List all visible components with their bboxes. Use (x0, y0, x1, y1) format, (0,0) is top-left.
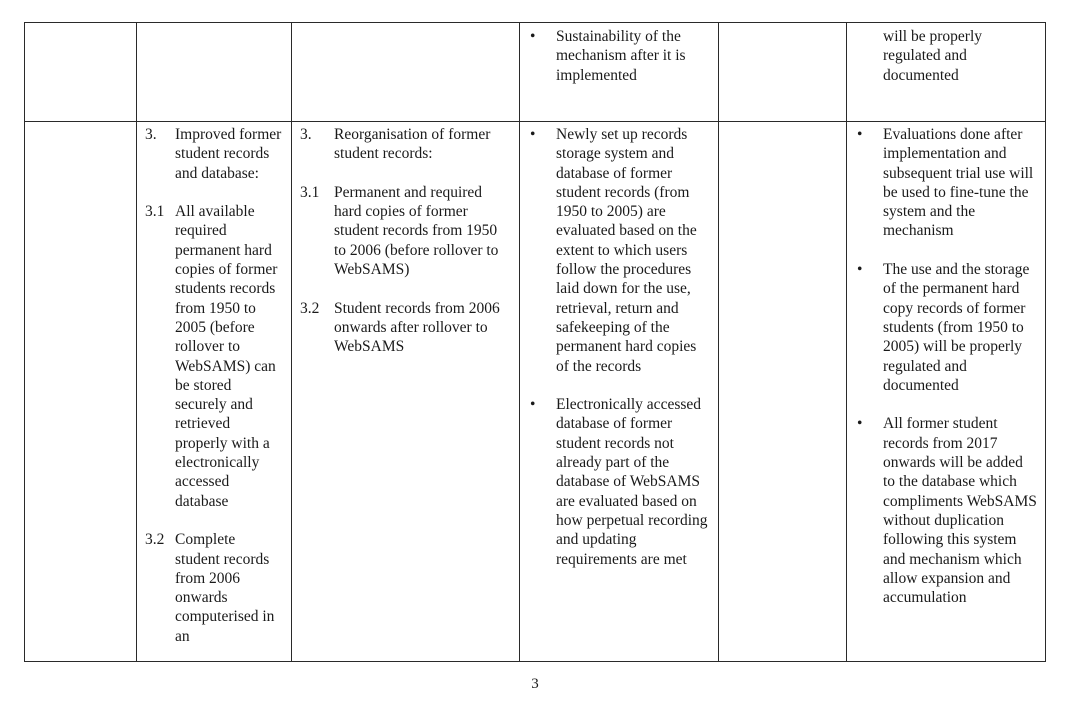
table-cell (292, 23, 520, 122)
list-item: • Newly set up records storage system and database of former student records (from 1950 to 2005) are evaluated based on the extent to which users follow the procedures laid down for the use, retrieval, return and safekeeping of the permanent hard copies of the records (530, 126, 697, 375)
objective-heading: 3. Improved former student records and database: (145, 126, 282, 182)
plan-table (24, 22, 1046, 662)
table-row (25, 23, 1046, 122)
table-cell-tasks (292, 122, 520, 662)
table-cell (719, 23, 847, 122)
table-cell-objectives (137, 122, 292, 662)
table-cell-evaluation (520, 23, 719, 122)
table-cell (25, 23, 137, 122)
table-cell-evaluation (520, 122, 719, 662)
bullet-list (528, 27, 710, 85)
table-cell (25, 122, 137, 662)
bullet-list (855, 125, 1037, 607)
task-heading: 3. Reorganisation of former student records: (300, 126, 491, 163)
list-item: • The use and the storage of the permanent hard copy records of former students (from 1950 to 2005) will be properly regulated and documented (857, 261, 1030, 394)
table-cell (137, 23, 292, 122)
objective-item: 3.2 Complete student records from 2006 onwards computerised in an (145, 531, 275, 645)
task-item: 3.1 Permanent and required hard copies of former student records from 1950 to 2006 (before rollover to WebSAMS) (300, 183, 499, 279)
table-row (25, 122, 1046, 662)
objective-item: 3.1 All available required permanent hard copies of former students records from 1950 to 2005 (before rollover to WebSAMS) can be stored securely and retrieved properly with a electronically accessed database (145, 203, 278, 510)
table-cell-outcome (847, 23, 1046, 122)
continued-text: will be properly regulated and documented (883, 28, 983, 84)
task-item: 3.2 Student records from 2006 onwards after rollover to WebSAMS (300, 299, 500, 356)
table-cell (719, 122, 847, 662)
list-item: • Electronically accessed database of former student records not already part of the database of WebSAMS are evaluated based on how perpetual recording and updating requirements are met (530, 396, 708, 568)
list-item: • Sustainability of the mechanism after it is implemented (530, 28, 686, 84)
bullet-list (528, 125, 710, 569)
list-item: • All former student records from 2017 onwards will be added to the database which compliments WebSAMS without duplication following this system and mechanism which allow expansion and accumulation (857, 415, 1037, 607)
list-item: • Evaluations done after implementation and subsequent trial use will be used to fine-tune the system and the mechanism (857, 126, 1034, 240)
table-cell-outcome (847, 122, 1046, 662)
page-number: 3 (531, 676, 539, 692)
